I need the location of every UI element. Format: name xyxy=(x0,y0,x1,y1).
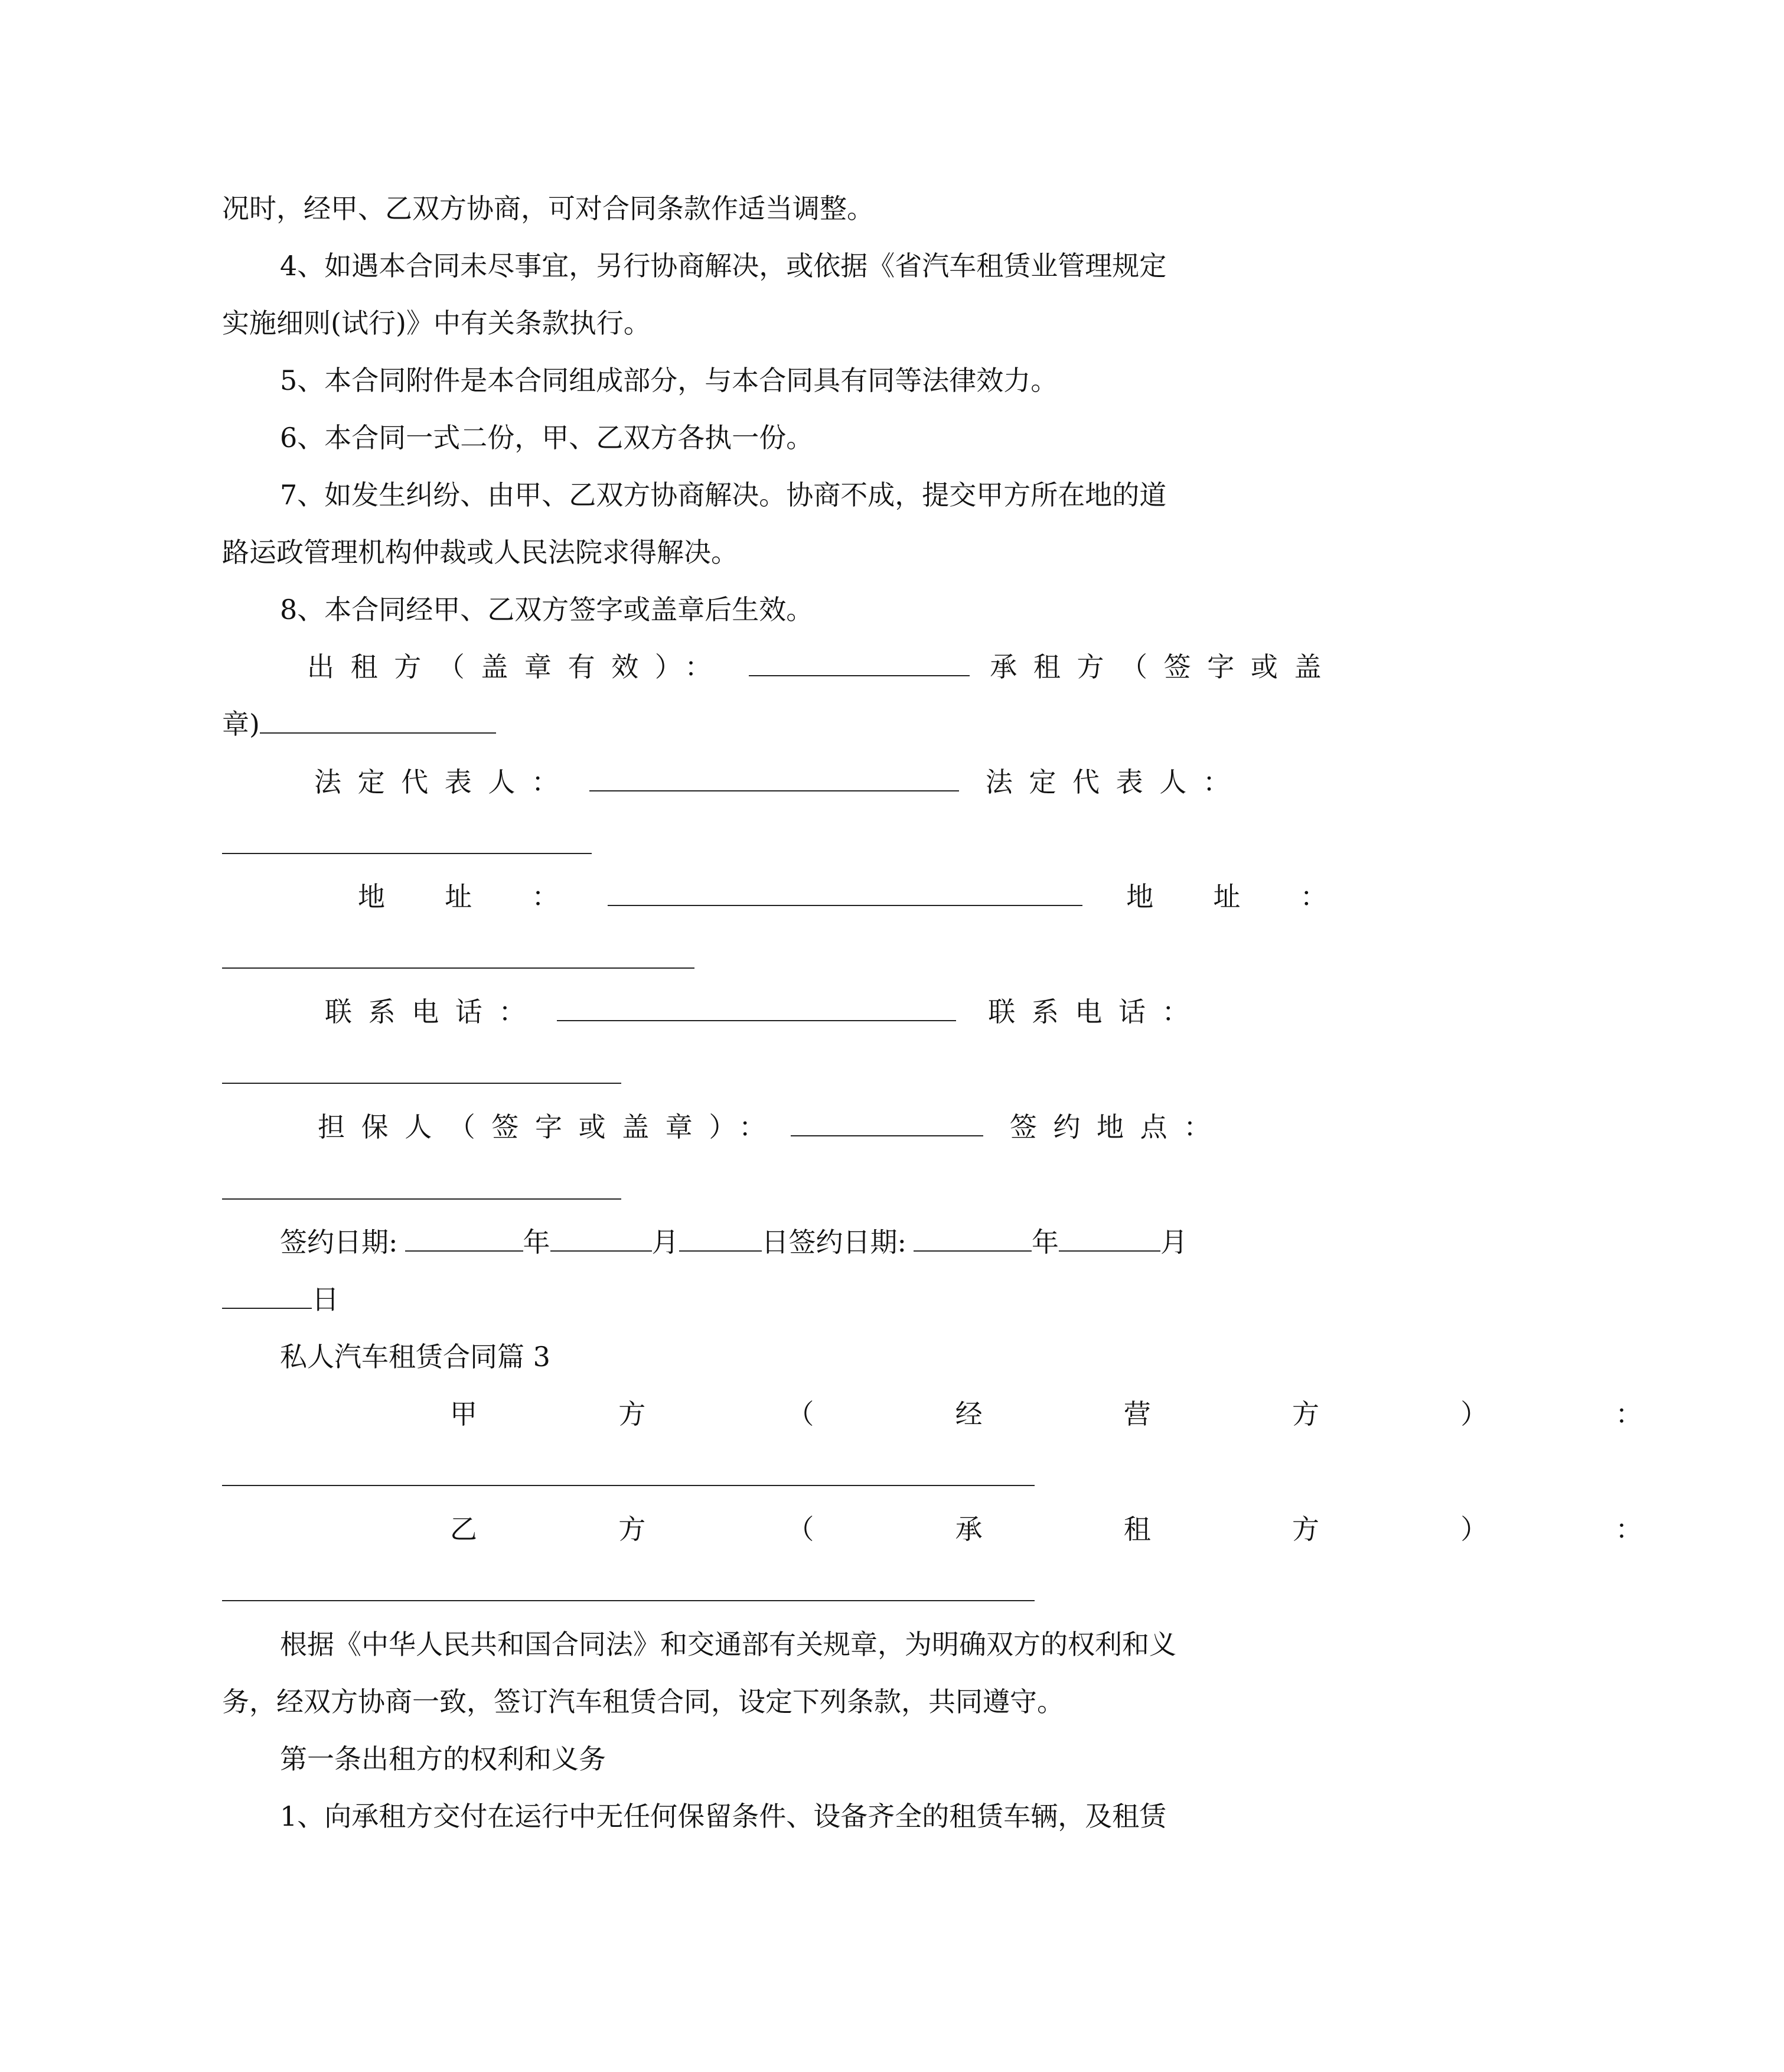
party-b-label: 乙方（承租方）： xyxy=(450,1513,1784,1545)
rep-label-left: 法定代表人： xyxy=(314,766,575,798)
section-title: 私人汽车租赁合同篇 3 xyxy=(280,1341,550,1373)
guarantor-row xyxy=(318,1109,1242,1145)
lessee-label: 承租方（签字或盖 xyxy=(990,651,1338,683)
month-label-1: 月 xyxy=(651,1226,679,1258)
month-label-2: 月 xyxy=(1160,1226,1188,1258)
phone-blank-left[interactable] xyxy=(557,996,956,1021)
rep-blank-right[interactable] xyxy=(222,853,592,854)
clause-4-line-2: 实施细则(试行)》中有关条款执行。 xyxy=(222,307,651,339)
clause-4-line-1: 4、如遇本合同未尽事宜，另行协商解决，或依据《省汽车租赁业管理规定 xyxy=(280,250,1167,282)
date-label-1: 签约日期: xyxy=(280,1226,398,1258)
clause-8: 8、本合同经甲、乙双方签字或盖章后生效。 xyxy=(280,594,814,625)
party-a-label: 甲方（经营方）： xyxy=(450,1398,1784,1430)
clause-6: 6、本合同一式二份，甲、乙双方各执一份。 xyxy=(280,422,814,454)
rep-row xyxy=(314,764,1247,800)
date-month-blank-1[interactable] xyxy=(550,1227,652,1252)
phone-blank-right[interactable] xyxy=(222,1083,621,1084)
year-label-1: 年 xyxy=(523,1226,550,1258)
address-blank-right[interactable] xyxy=(222,967,694,969)
phone-label-left: 联系电话： xyxy=(325,996,542,1028)
address-row xyxy=(358,879,1344,914)
date-year-blank-1[interactable] xyxy=(405,1227,523,1252)
paragraph-line: 况时，经甲、乙双方协商，可对合同条款作适当调整。 xyxy=(222,193,874,224)
place-blank[interactable] xyxy=(222,1198,621,1200)
lessor-blank[interactable] xyxy=(749,651,970,676)
preamble-line-2: 务，经双方协商一致，签订汽车租赁合同，设定下列条款，共同遵守。 xyxy=(222,1686,1064,1718)
day-label-2: 日 xyxy=(312,1283,339,1315)
clause-7-line-1: 7、如发生纠纷、由甲、乙双方协商解决。协商不成，提交甲方所在地的道 xyxy=(280,479,1167,511)
address-blank-left[interactable] xyxy=(608,881,1082,906)
lessor-label: 出租方（盖章有效）： xyxy=(307,651,728,683)
place-label: 签约地点： xyxy=(1009,1111,1227,1143)
lessee-label-cont-row xyxy=(222,706,1242,742)
article-1-heading: 第一条出租方的权利和义务 xyxy=(280,1743,606,1775)
article-1-item-1: 1、向承租方交付在运行中无任何保留条件、设备齐全的租赁车辆，及租赁 xyxy=(280,1800,1167,1832)
clause-5: 5、本合同附件是本合同组成部分，与本合同具有同等法律效力。 xyxy=(280,364,1058,396)
address-label-right: 地 址 ： xyxy=(1126,881,1344,913)
preamble-line-1: 根据《中华人民共和国合同法》和交通部有关规章，为明确双方的权利和义 xyxy=(280,1628,1176,1660)
lessee-label-cont: 章) xyxy=(222,708,260,740)
guarantor-label: 担保人（签字或盖章）： xyxy=(318,1111,782,1143)
date-row-cont xyxy=(222,1282,1242,1317)
date-day-blank-1[interactable] xyxy=(679,1227,762,1252)
day-date-label-2: 日签约日期: xyxy=(761,1226,906,1258)
lessee-blank[interactable] xyxy=(260,709,496,734)
clause-7-line-2: 路运政管理机构仲裁或人民法院求得解决。 xyxy=(222,536,738,568)
date-month-blank-2[interactable] xyxy=(1059,1227,1160,1252)
guarantor-blank[interactable] xyxy=(791,1112,983,1136)
party-a-blank[interactable] xyxy=(222,1485,1035,1486)
phone-label-right: 联系电话： xyxy=(988,996,1206,1028)
rep-label-right: 法定代表人： xyxy=(985,766,1247,798)
date-day-blank-2[interactable] xyxy=(222,1284,312,1309)
address-label-left: 地 址 ： xyxy=(358,881,575,913)
party-b-blank[interactable] xyxy=(222,1600,1035,1601)
rep-blank-left[interactable] xyxy=(589,767,959,791)
year-label-2: 年 xyxy=(1032,1226,1059,1258)
date-row xyxy=(280,1224,1242,1260)
date-year-blank-2[interactable] xyxy=(914,1227,1032,1252)
phone-row xyxy=(325,994,1242,1030)
lessor-lessee-row xyxy=(307,649,1338,685)
